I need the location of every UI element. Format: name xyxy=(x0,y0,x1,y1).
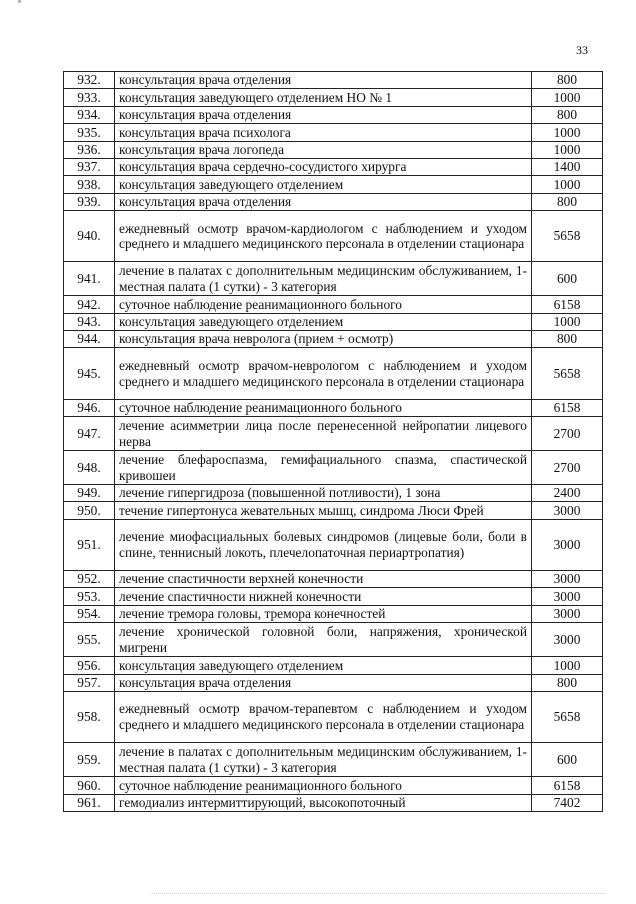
table-row xyxy=(64,193,603,210)
service-name: лечение асимметрии лица после перенесенной нейропатии лицевого нерва xyxy=(115,417,532,451)
service-price: 5658 xyxy=(532,691,603,742)
table-row xyxy=(64,657,603,674)
service-name: лечение спастичности верхней конечности xyxy=(115,571,532,588)
row-number: 939. xyxy=(64,193,115,210)
service-price: 3000 xyxy=(532,623,603,657)
row-number: 953. xyxy=(64,588,115,605)
service-price: 600 xyxy=(532,743,603,777)
table-row xyxy=(64,485,603,502)
service-name: консультация заведующего отделением xyxy=(115,313,532,330)
row-number: 957. xyxy=(64,674,115,691)
service-name: суточное наблюдение реанимационного больного xyxy=(115,296,532,313)
table-row xyxy=(64,399,603,416)
table-row xyxy=(64,777,603,794)
table-row xyxy=(64,743,603,777)
service-name: консультация врача логопеда xyxy=(115,141,532,158)
service-price: 5658 xyxy=(532,211,603,262)
service-name: лечение миофасциальных болевых синдромов (лицевые боли, боли в спине, теннисный локоть, плечелопаточная периартропатия) xyxy=(115,519,532,570)
scan-artifact xyxy=(18,0,21,3)
table-row xyxy=(64,176,603,193)
scan-artifact-line xyxy=(150,893,605,894)
service-name: ежедневный осмотр врачом-терапевтом с наблюдением и уходом среднего и младшего медицинского персонала в отделении стационара xyxy=(115,691,532,742)
table-row xyxy=(64,588,603,605)
table-row xyxy=(64,605,603,622)
service-name: консультация врача отделения xyxy=(115,72,532,89)
row-number: 946. xyxy=(64,399,115,416)
table-row xyxy=(64,158,603,175)
service-price: 3000 xyxy=(532,588,603,605)
table-row xyxy=(64,89,603,106)
row-number: 941. xyxy=(64,262,115,296)
service-price: 2700 xyxy=(532,417,603,451)
table-row xyxy=(64,794,603,811)
service-name: лечение в палатах с дополнительным медицинским обслуживанием, 1-местная палата (1 сутки) - 3 категория xyxy=(115,262,532,296)
row-number: 932. xyxy=(64,72,115,89)
row-number: 940. xyxy=(64,211,115,262)
service-price: 3000 xyxy=(532,571,603,588)
table-row xyxy=(64,571,603,588)
table-row xyxy=(64,211,603,262)
row-number: 945. xyxy=(64,348,115,399)
service-price: 800 xyxy=(532,331,603,348)
service-name: лечение в палатах с дополнительным медицинским обслуживанием, 1-местная палата (1 сутки) - 3 категория xyxy=(115,743,532,777)
service-name: консультация заведующего отделением xyxy=(115,176,532,193)
service-name: гемодиализ интермиттирующий, высокопоточный xyxy=(115,794,532,811)
service-name: консультация врача отделения xyxy=(115,193,532,210)
service-name: суточное наблюдение реанимационного больного xyxy=(115,399,532,416)
table-row xyxy=(64,331,603,348)
row-number: 935. xyxy=(64,124,115,141)
service-price: 1000 xyxy=(532,89,603,106)
row-number: 937. xyxy=(64,158,115,175)
row-number: 947. xyxy=(64,417,115,451)
service-name: консультация заведующего отделением xyxy=(115,657,532,674)
table-row xyxy=(64,106,603,123)
service-name: лечение спастичности нижней конечности xyxy=(115,588,532,605)
service-price: 3000 xyxy=(532,502,603,519)
service-price: 3000 xyxy=(532,605,603,622)
row-number: 960. xyxy=(64,777,115,794)
service-price: 800 xyxy=(532,72,603,89)
price-table-body xyxy=(64,72,603,812)
table-row xyxy=(64,674,603,691)
row-number: 936. xyxy=(64,141,115,158)
service-name: консультация заведующего отделением НО № 1 xyxy=(115,89,532,106)
row-number: 959. xyxy=(64,743,115,777)
service-price: 800 xyxy=(532,674,603,691)
row-number: 955. xyxy=(64,623,115,657)
service-name: консультация врача невролога (прием + осмотр) xyxy=(115,331,532,348)
service-price: 6158 xyxy=(532,777,603,794)
service-price: 6158 xyxy=(532,296,603,313)
table-row xyxy=(64,124,603,141)
service-price: 800 xyxy=(532,193,603,210)
service-price: 600 xyxy=(532,262,603,296)
table-row xyxy=(64,623,603,657)
row-number: 952. xyxy=(64,571,115,588)
table-row xyxy=(64,691,603,742)
service-price: 2400 xyxy=(532,485,603,502)
row-number: 958. xyxy=(64,691,115,742)
row-number: 933. xyxy=(64,89,115,106)
row-number: 949. xyxy=(64,485,115,502)
service-price: 7402 xyxy=(532,794,603,811)
service-price: 2700 xyxy=(532,451,603,485)
table-row xyxy=(64,262,603,296)
service-name: лечение хронической головной боли, напряжения, хронической мигрени xyxy=(115,623,532,657)
table-row xyxy=(64,141,603,158)
service-name: консультация врача отделения xyxy=(115,106,532,123)
service-name: консультация врача сердечно-сосудистого хирурга xyxy=(115,158,532,175)
table-row xyxy=(64,502,603,519)
service-name: ежедневный осмотр врачом-кардиологом с наблюдением и уходом среднего и младшего медицинского персонала в отделении стационара xyxy=(115,211,532,262)
table-row xyxy=(64,72,603,89)
table-row xyxy=(64,451,603,485)
table-row xyxy=(64,313,603,330)
service-price: 1000 xyxy=(532,176,603,193)
page-number: 33 xyxy=(576,43,588,57)
row-number: 942. xyxy=(64,296,115,313)
service-name: консультация врача психолога xyxy=(115,124,532,141)
service-name: ежедневный осмотр врачом-неврологом с наблюдением и уходом среднего и младшего медицинского персонала в отделении стационара xyxy=(115,348,532,399)
service-price: 3000 xyxy=(532,519,603,570)
row-number: 954. xyxy=(64,605,115,622)
table-row xyxy=(64,348,603,399)
row-number: 938. xyxy=(64,176,115,193)
service-price: 1000 xyxy=(532,657,603,674)
service-name: консультация врача отделения xyxy=(115,674,532,691)
table-row xyxy=(64,417,603,451)
service-name: лечение гипергидроза (повышенной потливости), 1 зона xyxy=(115,485,532,502)
price-table xyxy=(63,71,603,812)
row-number: 950. xyxy=(64,502,115,519)
service-price: 800 xyxy=(532,106,603,123)
table-row xyxy=(64,519,603,570)
row-number: 943. xyxy=(64,313,115,330)
row-number: 934. xyxy=(64,106,115,123)
service-price: 1000 xyxy=(532,313,603,330)
service-price: 5658 xyxy=(532,348,603,399)
service-price: 1000 xyxy=(532,124,603,141)
service-name: лечение тремора головы, тремора конечностей xyxy=(115,605,532,622)
row-number: 961. xyxy=(64,794,115,811)
service-name: лечение блефароспазма, гемифациального спазма, спастической кривошеи xyxy=(115,451,532,485)
row-number: 948. xyxy=(64,451,115,485)
service-price: 6158 xyxy=(532,399,603,416)
row-number: 951. xyxy=(64,519,115,570)
service-price: 1400 xyxy=(532,158,603,175)
service-name: суточное наблюдение реанимационного больного xyxy=(115,777,532,794)
row-number: 944. xyxy=(64,331,115,348)
service-price: 1000 xyxy=(532,141,603,158)
service-name: течение гипертонуса жевательных мышц, синдрома Люси Фрей xyxy=(115,502,532,519)
table-row xyxy=(64,296,603,313)
row-number: 956. xyxy=(64,657,115,674)
